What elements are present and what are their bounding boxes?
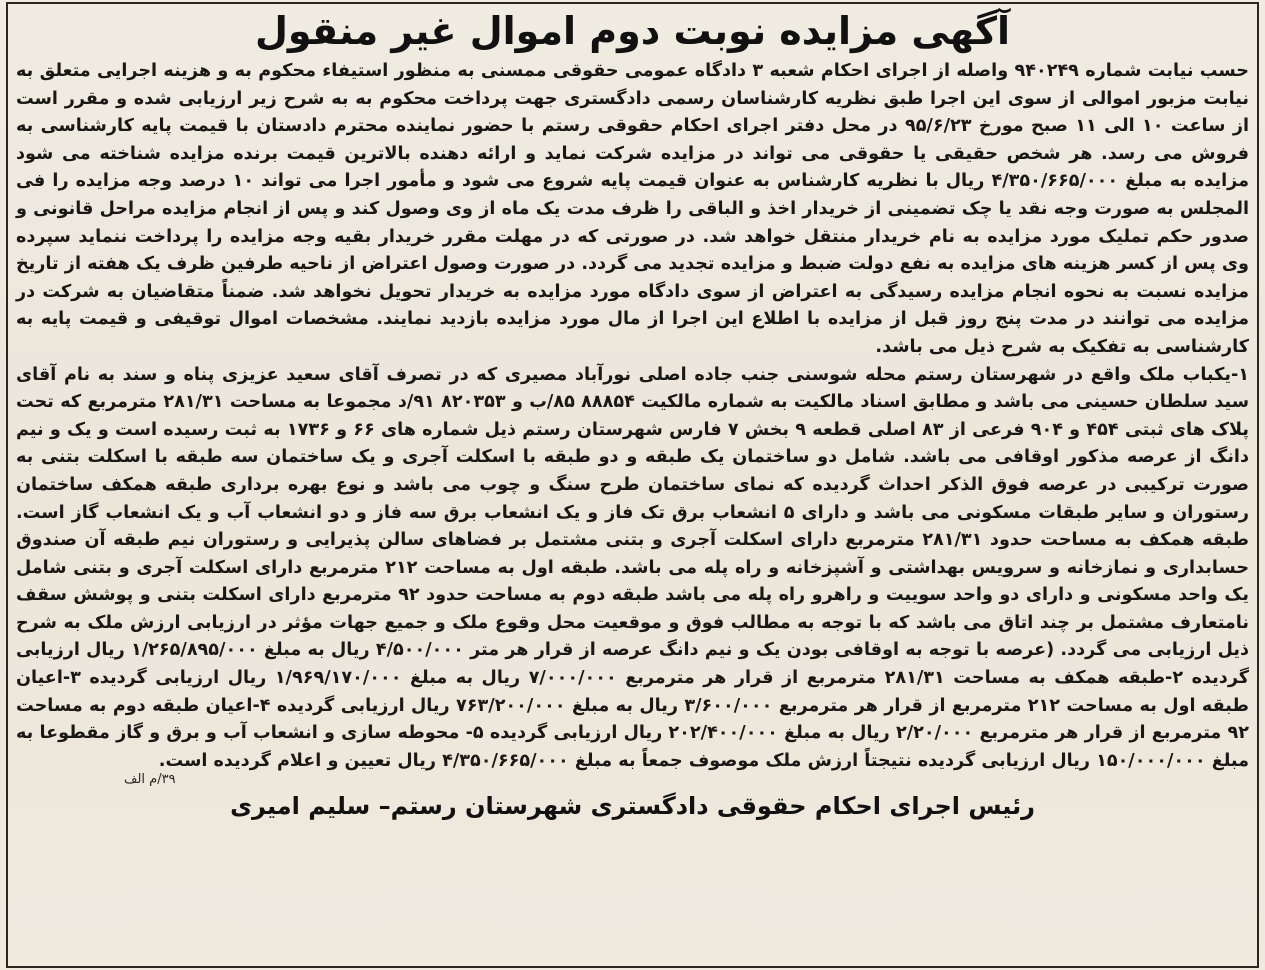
notice-reference-code: ۳۹/م الف [124,772,176,788]
notice-item-1-paragraph: ۱-یکباب ملک واقع در شهرستان رستم محله شوسنی جنب جاده اصلی نورآباد مصیری که در تصرف آقای سعید عزیزی پناه و سند به نام آقای سید سلطان حسینی می باشد و مطابق اسناد مالکیت به شماره مالکیت ۸۸۸۵۴ ۸۵/ب و ۸۲۰۳۵۳ ۹۱/د مجموعا به مساحت ۲۸۱/۳۱ مترمربع که تحت پلاک های ثبتی ۴۵۴ و ۹۰۴ فرعی از ۸۳ اصلی قطعه ۹ بخش ۷ فارس شهرستان رستم ذیل شماره های ۶۶ و ۱۷۳۶ به ثبت رسیده است و یک و نیم دانگ از عرصه مذکور اوقافی می باشد. شامل دو ساختمان یک طبقه و دو طبقه با اسکلت آجری و یک ساختمان سه طبقه با اسکلت بتنی به صورت ترکیبی در عرصه فوق الذکر احداث گردیده که نمای ساختمان طرح سنگ و چوب می باشد و نوع بهره برداری طبقه همکف ساختمان رستوران و سایر طبقات مسکونی می باشد و دارای ۵ انشعاب برق تک فاز و یک انشعاب برق سه فاز و دو انشعاب آب و یک انشعاب گاز است. طبقه همکف به مساحت حدود ۲۸۱/۳۱ مترمربع دارای اسکلت آجری و بتنی مشتمل بر فضاهای سالن پذیرایی و رستوران نیم طبقه آن صندوق حسابداری و نمازخانه و سرویس بهداشتی و آشپزخانه و راه پله می باشد. طبقه اول به مساحت ۲۱۲ مترمربع دارای اسکلت آجری و بتنی شامل یک واحد مسکونی و دارای دو واحد سوییت و راهرو راه پله می باشد طبقه دوم به مساحت حدود ۹۲ مترمربع دارای اسکلت بتنی و پوشش سقف نامتعارف مشتمل بر چند اتاق می باشد که با توجه به مطالب فوق و موقعیت محل وقوع ملک و جمیع جهات مؤثر در ارزیابی ارزش ملک به شرح ذیل ارزیابی می گردد. (عرصه با توجه به اوقافی بودن یک و نیم دانگ عرصه از قرار هر متر ۴/۵۰۰/۰۰۰ ریال به مبلغ ۱/۲۶۵/۸۹۵/۰۰۰ ریال ارزیابی گردیده ۲-طبقه همکف به مساحت ۲۸۱/۳۱ مترمربع از قرار هر مترمربع ۷/۰۰۰/۰۰۰ ریال به مبلغ ۱/۹۶۹/۱۷۰/۰۰۰ ریال ارزیابی گردیده ۳-اعیان طبقه اول به مساحت ۲۱۲ مترمربع از قرار هر مترمربع ۳/۶۰۰/۰۰۰ ریال به مبلغ ۷۶۳/۲۰۰/۰۰۰ ریال ارزیابی گردیده ۴-اعیان طبقه دوم به مساحت ۹۲ مترمربع از قرار هر مترمربع ۲/۲۰/۰۰۰ ریال به مبلغ ۲۰۲/۴۰۰/۰۰۰ ریال ارزیابی گردیده ۵- محوطه سازی و انشعاب آب و برق و گاز مقطوعا به مبلغ ۱۵۰/۰۰۰/۰۰۰ ریال ارزیابی گردیده نتیجتاً ارزش ملک موصوف جمعاً به مبلغ ۴/۳۵۰/۶۶۵/۰۰۰ ریال تعیین و اعلام گردیده است. [16,364,1250,771]
notice-body [14,58,1251,775]
notice-signature: رئیس اجرای احکام حقوقی دادگستری شهرستان رستم– سلیم امیری [230,792,1035,821]
notice-intro-paragraph: حسب نیابت شماره ۹۴۰۲۴۹ واصله از اجرای احکام شعبه ۳ دادگاه عمومی حقوقی ممسنی به منظور استیفاء محکوم به و هزینه اجرایی متعلق به نیابت مزبور اموالی از سوی این اجرا طبق نظریه کارشناسان رسمی دادگستری جهت پرداخت محکوم به به شرح زیر ارزیابی شده و مقرر است از ساعت ۱۰ الی ۱۱ صبح مورخ ۹۵/۶/۲۳ در محل دفتر اجرای احکام حقوقی رستم با حضور نماینده محترم دادستان با قیمت پایه کارشناسی به فروش می رسد. هر شخص حقیقی یا حقوقی می تواند در مزایده شرکت نماید و ارائه دهنده بالاترین قیمت برنده مزایده شناخته می شود مزایده به مبلغ ۴/۳۵۰/۶۶۵/۰۰۰ ریال با نظریه کارشناس به عنوان قیمت پایه شروع می شود و مأمور اجرا می تواند ۱۰ درصد وجه مزایده را فی المجلس به صورت وجه نقد یا چک تضمینی از خریدار اخذ و الباقی را ظرف مدت یک ماه از وی وصول کند و پس از انجام مزایده مراحل قانونی و صدور حکم تملیک مورد مزایده به نام خریدار منتقل خواهد شد. در صورتی که در مهلت مقرر خریدار بقیه وجه مزایده را پرداخت ننماید سپرده وی پس از کسر هزینه های مزایده به نفع دولت ضبط و مزایده تجدید می گردد. در صورت وصول اعتراض از ناحیه طرفین ظرف یک هفته از تاریخ مزایده نسبت به نحوه انجام مزایده رسیدگی به اعتراض از سوی دادگاه مورد مزایده به خریدار تحویل نخواهد شد. ضمناً متقاضیان به شرکت در مزایده می توانند در مدت پنج روز قبل از مزایده با اطلاع این اجرا از مال مورد مزایده بازدید نمایند. مشخصات اموال توقیفی و قیمت پایه به کارشناسی به تفکیک به شرح ذیل می باشد. [16,61,1249,357]
notice-title: آگهی مزایده نوبت دوم اموال غیر منقول [254,9,1011,53]
